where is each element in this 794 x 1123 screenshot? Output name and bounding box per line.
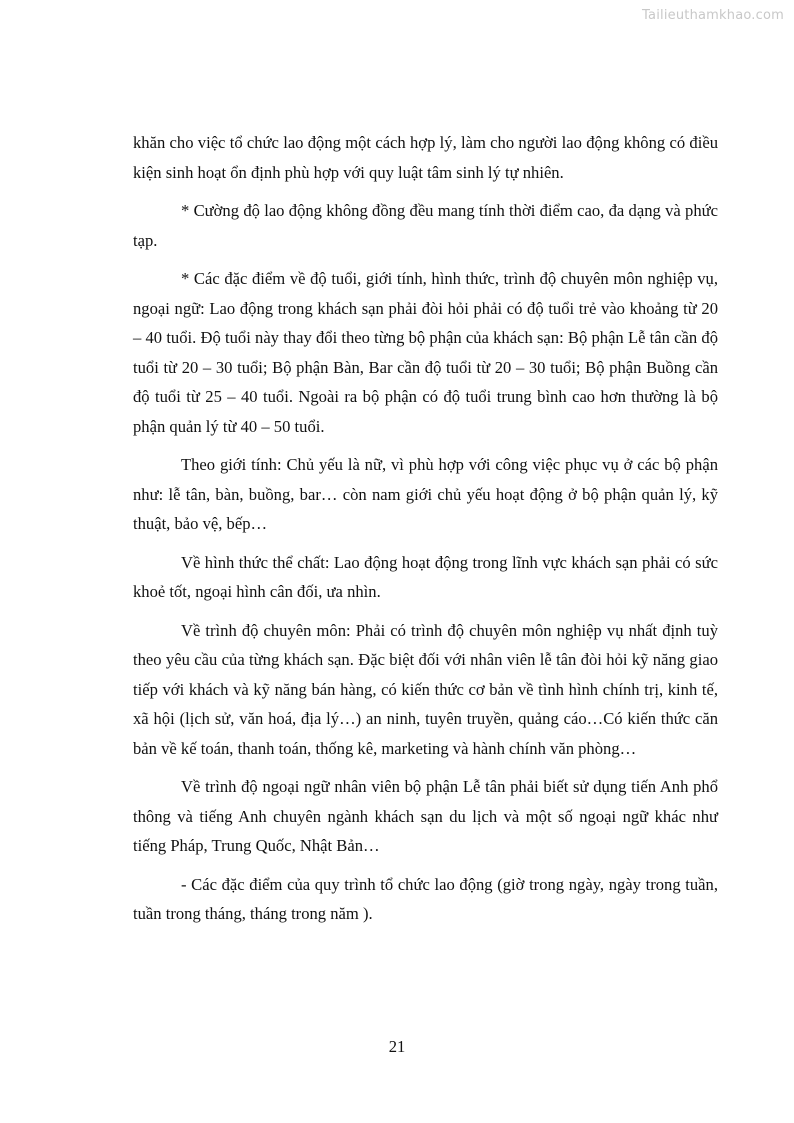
page-body	[133, 128, 718, 938]
page-number: 21	[388, 1037, 406, 1056]
paragraph-gender: Theo giới tính: Chủ yếu là nữ, vì phù hợp với công việc phục vụ ở các bộ phận như: lễ tân, bàn, buồng, bar… còn nam giới chủ yếu hoạt động ở bộ phận quản lý, kỹ thuật, bảo vệ, bếp…	[133, 455, 718, 533]
paragraph-foreign-language: Về trình độ ngoại ngữ nhân viên bộ phận Lễ tân phải biết sử dụng tiến Anh phổ thông và tiếng Anh chuyên ngành khách sạn du lịch và một số ngoại ngữ khác như tiếng Pháp, Trung Quốc, Nhật Bản…	[133, 777, 718, 855]
paragraph-professional-skills: Về trình độ chuyên môn: Phải có trình độ chuyên môn nghiệp vụ nhất định tuỳ theo yêu cầu của từng khách sạn. Đặc biệt đối với nhân viên lễ tân đòi hỏi kỹ năng giao tiếp với khách và kỹ năng bán hàng, có kiến thức cơ bản về tình hình chính trị, kinh tế, xã hội (lịch sử, văn hoá, địa lý…) an ninh, tuyên truyền, quảng cáo…Có kiến thức căn bản về kế toán, thanh toán, thống kê, marketing và hành chính văn phòng…	[133, 620, 718, 758]
paragraph-continuation: khăn cho việc tổ chức lao động một cách hợp lý, làm cho người lao động không có điều kiện sinh hoạt ổn định phù hợp với quy luật tâm sinh lý tự nhiên.	[133, 133, 718, 182]
paragraph-labor-intensity: * Cường độ lao động không đồng đều mang tính thời điểm cao, đa dạng và phức tạp.	[133, 201, 718, 250]
paragraph-physical: Về hình thức thể chất: Lao động hoạt động trong lĩnh vực khách sạn phải có sức khoẻ tốt, ngoại hình cân đối, ưa nhìn.	[133, 552, 718, 601]
paragraph-work-organization: - Các đặc điểm của quy trình tổ chức lao động (giờ trong ngày, ngày trong tuần, tuần trong tháng, tháng trong năm ).	[133, 874, 718, 923]
watermark: Tailieuthamkhao.com	[642, 8, 784, 23]
paragraph-age-characteristics: * Các đặc điểm về độ tuổi, giới tính, hình thức, trình độ chuyên môn nghiệp vụ, ngoại ngữ: Lao động trong khách sạn phải đòi hỏi phải có độ tuổi trẻ vào khoảng từ 20 – 40 tuổi. Độ tuổi này thay đổi theo từng bộ phận của khách sạn: Bộ phận Lễ tân cần độ tuổi từ 20 – 30 tuổi; Bộ phận Bàn, Bar cần độ tuổi từ 20 – 30 tuổi; Bộ phận Buồng cần độ tuổi từ 25 – 40 tuổi. Ngoài ra bộ phận có độ tuổi trung bình cao hơn thường là bộ phận quản lý từ 40 – 50 tuổi.	[133, 269, 718, 436]
